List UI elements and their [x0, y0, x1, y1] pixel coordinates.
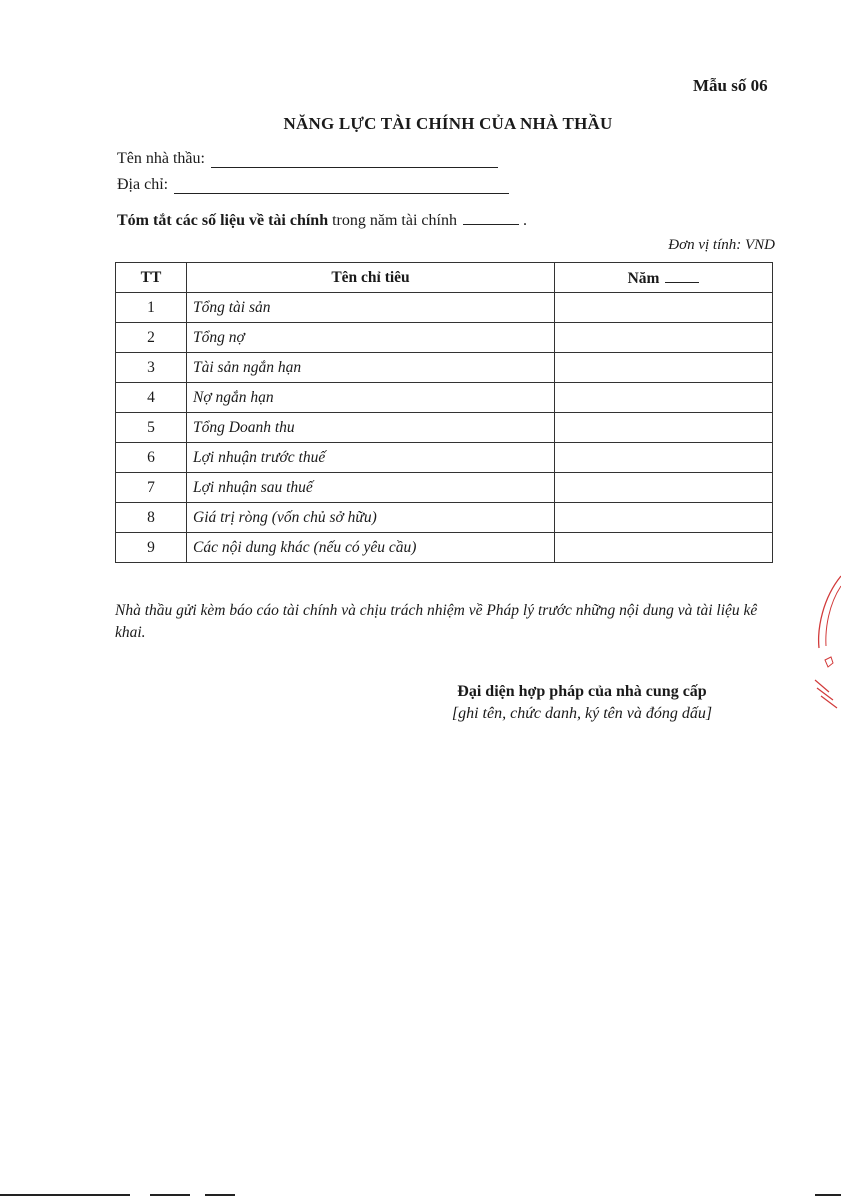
summary-text: trong năm tài chính	[332, 212, 457, 229]
address-label: Địa chỉ:	[117, 176, 169, 193]
contractor-name-blank	[211, 151, 498, 168]
table-row	[116, 323, 773, 353]
row-indicator: Giá trị ròng (vốn chủ sở hữu)	[187, 503, 555, 533]
header-year	[555, 263, 773, 293]
stamp-glyph	[825, 657, 833, 667]
table-row	[116, 503, 773, 533]
signature-role: Đại diện hợp pháp của nhà cung cấp	[457, 683, 707, 700]
table-row	[116, 353, 773, 383]
financial-summary-line	[117, 210, 527, 230]
year-blank	[665, 268, 699, 283]
row-number: 2	[116, 323, 187, 353]
table-row	[116, 413, 773, 443]
row-number: 4	[116, 383, 187, 413]
row-number: 7	[116, 473, 187, 503]
table-row	[116, 533, 773, 563]
address-field	[117, 176, 509, 194]
fiscal-year-blank	[463, 210, 519, 225]
row-number: 5	[116, 413, 187, 443]
contractor-name-field	[117, 150, 498, 168]
row-number: 9	[116, 533, 187, 563]
row-indicator: Nợ ngắn hạn	[187, 383, 555, 413]
address-blank	[174, 177, 509, 194]
row-number: 6	[116, 443, 187, 473]
summary-bold-text: Tóm tắt các số liệu về tài chính	[117, 212, 329, 229]
table-row	[116, 473, 773, 503]
header-tt: TT	[116, 263, 187, 293]
row-value[interactable]	[555, 293, 773, 323]
row-value[interactable]	[555, 323, 773, 353]
row-value[interactable]	[555, 503, 773, 533]
scan-edge-line	[0, 1194, 841, 1197]
row-value[interactable]	[555, 443, 773, 473]
row-number: 1	[116, 293, 187, 323]
declaration-note: Nhà thầu gửi kèm báo cáo tài chính và chịu trách nhiệm về Pháp lý trước những nội dung và tài liệu kê khai.	[115, 602, 758, 641]
unit-label: Đơn vị tính: VND	[668, 237, 775, 253]
page-title: NĂNG LỰC TÀI CHÍNH CỦA NHÀ THẦU	[283, 114, 613, 133]
row-value[interactable]	[555, 353, 773, 383]
row-indicator: Các nội dung khác (nếu có yêu cầu)	[187, 533, 555, 563]
signature-hint: [ghi tên, chức danh, ký tên và đóng dấu]	[451, 705, 713, 722]
row-indicator: Tổng nợ	[187, 323, 555, 353]
table-row	[116, 383, 773, 413]
table-header-row	[116, 263, 773, 293]
header-year-label: Năm	[627, 269, 660, 287]
form-number: Mẫu số 06	[693, 76, 768, 95]
table-row	[116, 293, 773, 323]
stamp-arc-inner	[826, 586, 841, 646]
signature-block	[412, 681, 752, 725]
stamp-marks	[815, 680, 837, 708]
header-name: Tên chỉ tiêu	[187, 263, 555, 293]
row-indicator: Tổng tài sản	[187, 293, 555, 323]
row-value[interactable]	[555, 413, 773, 443]
row-number: 8	[116, 503, 187, 533]
row-indicator: Tổng Doanh thu	[187, 413, 555, 443]
row-indicator: Lợi nhuận sau thuế	[187, 473, 555, 503]
partial-stamp-image	[811, 568, 841, 718]
row-indicator: Tài sản ngắn hạn	[187, 353, 555, 383]
row-value[interactable]	[555, 473, 773, 503]
row-value[interactable]	[555, 533, 773, 563]
summary-end: .	[522, 212, 527, 229]
contractor-name-label: Tên nhà thầu:	[117, 150, 205, 167]
table-row	[116, 443, 773, 473]
row-number: 3	[116, 353, 187, 383]
financial-table	[115, 262, 773, 563]
row-indicator: Lợi nhuận trước thuế	[187, 443, 555, 473]
row-value[interactable]	[555, 383, 773, 413]
